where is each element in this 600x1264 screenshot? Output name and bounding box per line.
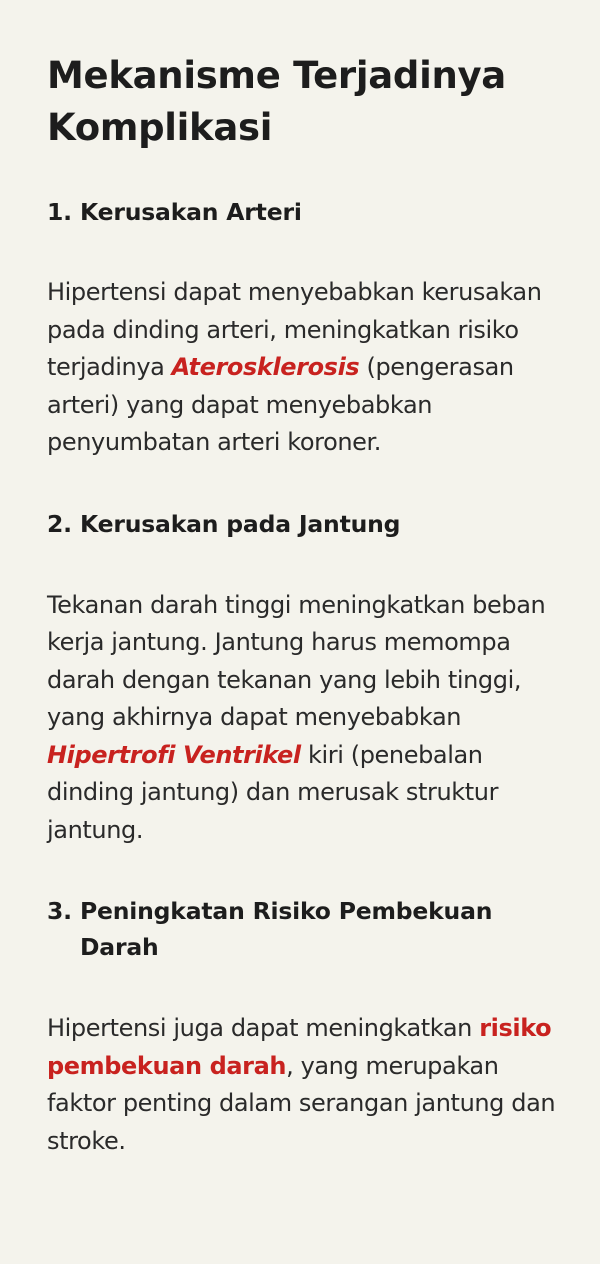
highlight-term: Hipertrofi Ventrikel bbox=[47, 740, 301, 769]
paragraph-text: Hipertensi dapat menyebabkan kerusakan pada dinding arteri, meningkatkan risiko terjadinya bbox=[47, 278, 542, 381]
highlight-term: risiko pembekuan darah bbox=[47, 1014, 552, 1080]
paragraph-text: kiri (penebalan dinding jantung) dan merusak struktur jantung. bbox=[47, 740, 499, 844]
section-heading-text: Kerusakan Arteri bbox=[80, 198, 302, 226]
page-title: Mekanisme Terjadinya Komplikasi bbox=[47, 54, 506, 149]
section-number: 3. bbox=[47, 897, 72, 925]
section-heading-text: Peningkatan Risiko Pembekuan Darah bbox=[80, 897, 493, 961]
section-heading-kerusakan-arteri bbox=[47, 194, 560, 230]
paragraph-text: , yang merupakan faktor penting dalam serangan jantung dan stroke. bbox=[47, 1051, 556, 1155]
section-paragraph bbox=[47, 274, 560, 462]
section-heading-text: Kerusakan pada Jantung bbox=[80, 509, 401, 538]
section-paragraph bbox=[47, 587, 560, 850]
highlight-term: Aterosklerosis bbox=[171, 353, 360, 381]
section-paragraph bbox=[47, 1010, 560, 1160]
paragraph-text: (pengerasan arteri) yang dapat menyebabkan penyumbatan arteri koroner. bbox=[47, 353, 514, 456]
section-heading-kerusakan-jantung bbox=[47, 506, 560, 542]
section-heading-pembekuan-darah bbox=[47, 893, 560, 965]
paragraph-text: Hipertensi juga dapat meningkatkan bbox=[47, 1014, 480, 1042]
section-number: 1. bbox=[47, 198, 72, 226]
section-number: 2. bbox=[47, 509, 72, 538]
paragraph-text: Tekanan darah tinggi meningkatkan beban kerja jantung. Jantung harus memompa darah dengan tekanan yang lebih tinggi, yang akhirnya dapat menyebabkan bbox=[47, 590, 546, 731]
